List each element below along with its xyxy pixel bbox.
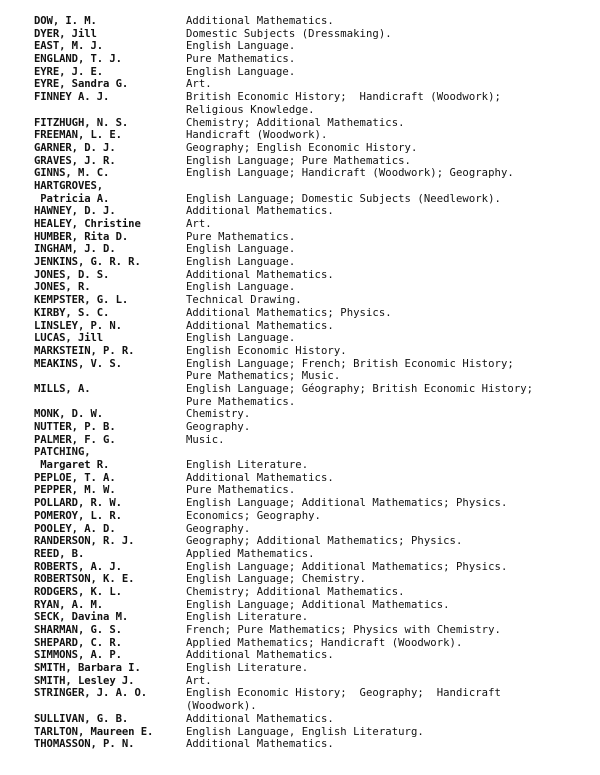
candidate-entry (34, 218, 594, 231)
candidate-name (34, 307, 186, 320)
candidate-name (34, 78, 186, 91)
candidate-subjects (186, 15, 594, 28)
candidate-name-line: TARLTON, Maureen E. (34, 725, 154, 738)
candidate-subjects (186, 523, 594, 536)
subjects-line: English Language. (186, 65, 296, 78)
candidate-name (34, 599, 186, 612)
candidate-subjects (186, 561, 594, 574)
candidate-name-line: SHEPARD, C. R. (34, 636, 122, 649)
candidate-subjects (186, 28, 594, 41)
candidate-name-line: THOMASSON, P. N. (34, 738, 135, 751)
candidate-name-line: NUTTER, P. B. (34, 421, 116, 433)
subjects-line (186, 180, 594, 193)
candidate-subjects (186, 320, 594, 333)
candidate-subjects (186, 218, 594, 231)
subjects-line: Additional Mathematics. (186, 268, 334, 281)
candidate-name (34, 383, 186, 408)
candidate-name-line: DOW, I. M. (34, 15, 97, 27)
candidate-subjects (186, 256, 594, 269)
candidate-name-line: PEPPER, M. W. (34, 484, 116, 497)
candidate-entry (34, 40, 594, 53)
candidate-name (34, 205, 186, 218)
subjects-line: English Literature. (186, 662, 309, 675)
candidate-subjects (186, 662, 594, 675)
candidate-name (34, 40, 186, 53)
candidate-subjects (186, 637, 594, 650)
candidate-subjects (186, 408, 594, 421)
candidate-name (34, 434, 186, 447)
subjects-line: English Language. (186, 281, 296, 294)
candidate-name (34, 497, 186, 510)
candidate-subjects (186, 535, 594, 548)
candidate-name (34, 269, 186, 282)
candidate-name-line: KEMPSTER, G. L. (34, 294, 129, 307)
subjects-line: English Language. (186, 40, 296, 53)
subjects-line: French; Pure Mathematics; Physics with Chemistry. (186, 624, 501, 636)
candidate-entry (34, 472, 594, 485)
subjects-line: English Economic History. (186, 344, 347, 357)
subjects-line: English Language; Pure Mathematics. (186, 154, 411, 167)
candidate-subjects (186, 713, 594, 726)
subjects-line: British Economic History; Handicraft (Woodwork); (186, 91, 501, 104)
candidate-name-line: ROBERTS, A. J. (34, 560, 122, 573)
candidate-entry (34, 320, 594, 333)
candidate-name (34, 446, 186, 471)
candidate-entry (34, 307, 594, 320)
subjects-line: Religious Knowledge. (186, 103, 315, 116)
candidate-name (34, 28, 186, 41)
subjects-line: English Literature. (186, 611, 309, 624)
subjects-line: Chemistry. (186, 408, 251, 421)
candidate-name (34, 472, 186, 485)
candidate-name (34, 231, 186, 244)
candidate-name (34, 421, 186, 434)
subjects-line: Pure Mathematics. (186, 395, 296, 408)
candidate-subjects (186, 281, 594, 294)
candidate-name-line: GARNER, D. J. (34, 141, 116, 154)
subjects-line: English Language; Additional Mathematics. (186, 598, 450, 611)
candidate-entry (34, 256, 594, 269)
candidate-subjects (186, 599, 594, 612)
candidate-name-line: SHARMAN, G. S. (34, 624, 122, 636)
subjects-line: Additional Mathematics. (186, 649, 334, 662)
candidate-name-line: EYRE, Sandra G. (34, 78, 129, 91)
candidate-entry (34, 358, 594, 383)
candidate-entry (34, 738, 594, 751)
subjects-line: Additional Mathematics. (186, 738, 334, 751)
subjects-line: English Language; Additional Mathematics; Physics. (186, 560, 508, 573)
candidate-name (34, 523, 186, 536)
candidate-name (34, 15, 186, 28)
candidate-name-line: ROBERTSON, K. E. (34, 573, 135, 586)
subjects-line: Applied Mathematics; Handicraft (Woodwork). (186, 636, 463, 649)
candidate-name (34, 66, 186, 79)
candidate-name-line: SECK, Davina M. (34, 611, 129, 624)
candidate-name-line: INGHAM, J. D. (34, 243, 116, 256)
candidate-name-line: HAWNEY, D. J. (34, 205, 116, 218)
candidate-entry (34, 675, 594, 688)
subjects-line: English Language. (186, 243, 296, 256)
subjects-line: Additional Mathematics. (186, 471, 334, 484)
candidate-subjects (186, 611, 594, 624)
candidate-entry (34, 91, 594, 116)
candidate-name-line: MONK, D. W. (34, 408, 104, 421)
candidate-name-line: JONES, R. (34, 281, 91, 294)
candidate-subjects (186, 78, 594, 91)
candidate-name (34, 129, 186, 142)
subjects-line: English Language; Géography; British Economic History; (186, 382, 534, 395)
candidate-entry (34, 180, 594, 205)
candidate-name-line: EYRE, J. E. (34, 65, 104, 78)
candidate-entry (34, 523, 594, 536)
candidate-name (34, 142, 186, 155)
candidate-subjects (186, 726, 594, 739)
candidate-name (34, 256, 186, 269)
candidate-entry (34, 281, 594, 294)
subjects-line: English Economic History; Geography; Handicraft (186, 687, 501, 700)
candidate-subjects (186, 53, 594, 66)
candidate-name (34, 155, 186, 168)
candidate-name-line: LUCAS, Jill (34, 332, 104, 345)
candidate-name (34, 738, 186, 751)
candidate-name-line: STRINGER, J. A. O. (34, 687, 148, 700)
candidate-entry (34, 548, 594, 561)
candidate-name (34, 561, 186, 574)
candidate-subjects (186, 649, 594, 662)
candidate-name (34, 167, 186, 180)
subjects-line: Geography; English Economic History. (186, 141, 418, 154)
candidate-name (34, 345, 186, 358)
candidate-subjects (186, 738, 594, 751)
candidate-subjects (186, 243, 594, 256)
candidate-name-line: HUMBER, Rita D. (34, 230, 129, 243)
candidate-name-line: SMITH, Lesley J. (34, 674, 135, 687)
candidate-name-line: PALMER, F. G. (34, 433, 116, 446)
subjects-line: Economics; Geography. (186, 509, 321, 522)
candidate-subjects (186, 687, 594, 712)
candidate-entry (34, 599, 594, 612)
candidate-name (34, 53, 186, 66)
candidate-entry (34, 573, 594, 586)
candidate-subjects (186, 624, 594, 637)
candidate-name-line: JONES, D. S. (34, 268, 110, 281)
candidate-subjects (186, 40, 594, 53)
candidate-subjects (186, 497, 594, 510)
candidate-name-line: PEPLOE, T. A. (34, 471, 116, 484)
candidate-entry (34, 243, 594, 256)
candidate-entry (34, 383, 594, 408)
candidate-subjects (186, 383, 594, 408)
candidate-name (34, 358, 186, 383)
candidate-entry (34, 167, 594, 180)
candidate-name (34, 281, 186, 294)
candidate-subjects (186, 434, 594, 447)
candidate-name (34, 586, 186, 599)
candidate-entry (34, 637, 594, 650)
candidate-name-line: PATCHING, (34, 446, 91, 459)
subjects-line: English Language; French; British Economic History; (186, 357, 514, 370)
candidate-entry (34, 535, 594, 548)
candidate-entry (34, 205, 594, 218)
candidate-name-line: RYAN, A. M. (34, 598, 104, 611)
candidate-name-line: Margaret R. (34, 459, 110, 472)
candidate-name-line: MILLS, A. (34, 382, 91, 395)
candidate-name-line: SMITH, Barbara I. (34, 662, 141, 675)
candidate-name-line: LINSLEY, P. N. (34, 319, 122, 332)
candidate-subjects (186, 142, 594, 155)
candidate-name-line: REED, B. (34, 547, 85, 560)
candidate-subjects (186, 294, 594, 307)
candidate-entry (34, 497, 594, 510)
candidate-name-line: DYER, Jill (34, 27, 97, 40)
candidate-subjects (186, 129, 594, 142)
candidate-subjects (186, 548, 594, 561)
candidate-name (34, 320, 186, 333)
subjects-line: Music. (186, 433, 225, 446)
candidate-subjects (186, 155, 594, 168)
candidate-entry (34, 484, 594, 497)
candidate-name-line: POMEROY, L. R. (34, 509, 122, 522)
candidate-name-line: ENGLAND, T. J. (34, 53, 122, 66)
subjects-line: Applied Mathematics. (186, 547, 315, 560)
subjects-line: English Language. (186, 256, 296, 269)
subjects-line: Additional Mathematics. (186, 205, 334, 218)
subjects-line: Art. (186, 78, 212, 91)
candidate-name (34, 573, 186, 586)
candidate-name (34, 675, 186, 688)
candidate-name-line: GRAVES, J. R. (34, 154, 116, 167)
subjects-line: Art. (186, 218, 212, 230)
candidate-entry (34, 611, 594, 624)
candidate-subjects (186, 231, 594, 244)
candidate-name (34, 649, 186, 662)
candidate-subjects (186, 345, 594, 358)
candidate-entry (34, 269, 594, 282)
candidate-name-line: Patricia A. (34, 192, 110, 205)
candidate-entry (34, 726, 594, 739)
candidate-entry (34, 142, 594, 155)
subjects-line: Technical Drawing. (186, 294, 302, 307)
candidate-name-line: HEALEY, Christine (34, 218, 141, 230)
candidate-name (34, 624, 186, 637)
candidate-subjects (186, 332, 594, 345)
subjects-line: Art. (186, 674, 212, 687)
candidate-subjects (186, 586, 594, 599)
candidate-entry (34, 294, 594, 307)
candidate-subjects (186, 66, 594, 79)
subjects-line: English Language. (186, 332, 296, 345)
subjects-line (186, 446, 594, 459)
subjects-line: Additional Mathematics; Physics. (186, 306, 392, 319)
subjects-line: English Language; Domestic Subjects (Needlework). (186, 192, 501, 205)
subjects-line: Additional Mathematics. (186, 319, 334, 332)
candidate-name-line: SIMMONS, A. P. (34, 649, 122, 662)
candidate-entry (34, 53, 594, 66)
candidate-entry (34, 662, 594, 675)
candidate-entry (34, 155, 594, 168)
candidate-subjects (186, 117, 594, 130)
candidate-entry (34, 117, 594, 130)
candidate-name (34, 535, 186, 548)
candidate-entry (34, 561, 594, 574)
candidate-entry (34, 649, 594, 662)
candidate-subjects (186, 675, 594, 688)
candidate-entry (34, 713, 594, 726)
candidate-name (34, 117, 186, 130)
candidate-name (34, 484, 186, 497)
candidate-subjects (186, 484, 594, 497)
candidate-entry (34, 345, 594, 358)
candidate-name-line: GINNS, M. C. (34, 167, 110, 180)
subjects-line: English Language; Chemistry. (186, 573, 366, 586)
subjects-line: English Language, English Literaturg. (186, 725, 424, 738)
candidate-name-line: RODGERS, K. L. (34, 585, 122, 598)
candidate-name (34, 510, 186, 523)
candidate-entry (34, 332, 594, 345)
candidate-entry (34, 434, 594, 447)
candidate-name-line: FINNEY A. J. (34, 91, 110, 104)
candidate-name (34, 713, 186, 726)
candidate-name-line: RANDERSON, R. J. (34, 535, 135, 548)
candidate-name (34, 726, 186, 739)
candidate-entry (34, 586, 594, 599)
subjects-line: Pure Mathematics. (186, 230, 296, 243)
subjects-line: Domestic Subjects (Dressmaking). (186, 27, 392, 40)
candidate-subjects (186, 269, 594, 282)
candidate-subjects (186, 307, 594, 320)
candidate-name (34, 294, 186, 307)
candidate-name (34, 662, 186, 675)
candidate-subjects (186, 573, 594, 586)
candidate-subjects (186, 180, 594, 205)
candidate-name-line: SULLIVAN, G. B. (34, 712, 129, 725)
subjects-line: Additional Mathematics. (186, 712, 334, 725)
candidate-name (34, 243, 186, 256)
subjects-line: Pure Mathematics. (186, 53, 296, 66)
candidate-name-line: MARKSTEIN, P. R. (34, 344, 135, 357)
candidate-entry (34, 231, 594, 244)
candidate-entry (34, 687, 594, 712)
candidate-name (34, 91, 186, 116)
candidate-name-line: HARTGROVES, (34, 179, 104, 192)
candidate-name-line: KIRBY, S. C. (34, 306, 110, 319)
candidate-name (34, 611, 186, 624)
candidate-subjects (186, 205, 594, 218)
candidate-entry (34, 408, 594, 421)
candidate-subjects (186, 472, 594, 485)
subjects-line: Geography. (186, 522, 251, 535)
subjects-line: Pure Mathematics. (186, 484, 296, 497)
candidate-name (34, 687, 186, 712)
candidate-name (34, 218, 186, 231)
subjects-line: English Literature. (186, 459, 309, 472)
candidate-name (34, 408, 186, 421)
candidate-name-line: MEAKINS, V. S. (34, 357, 122, 370)
candidate-list (34, 15, 594, 751)
candidate-entry (34, 78, 594, 91)
candidate-entry (34, 446, 594, 471)
subjects-line: Geography; Additional Mathematics; Physics. (186, 535, 463, 548)
candidate-name (34, 637, 186, 650)
candidate-entry (34, 624, 594, 637)
subjects-line: Chemistry; Additional Mathematics. (186, 585, 405, 598)
candidate-name-line: JENKINS, G. R. R. (34, 256, 141, 269)
candidate-name-line: FITZHUGH, N. S. (34, 116, 129, 129)
candidate-name-line: EAST, M. J. (34, 40, 104, 53)
subjects-line: (Woodwork). (186, 700, 257, 713)
candidate-name (34, 180, 186, 205)
candidate-subjects (186, 510, 594, 523)
subjects-line: Geography. (186, 421, 251, 433)
subjects-line: Additional Mathematics. (186, 15, 334, 27)
candidate-subjects (186, 446, 594, 471)
subjects-line: English Language; Additional Mathematics; Physics. (186, 497, 508, 510)
candidate-entry (34, 421, 594, 434)
candidate-name (34, 548, 186, 561)
candidate-name-line: POOLEY, A. D. (34, 522, 116, 535)
subjects-line: Chemistry; Additional Mathematics. (186, 116, 405, 129)
candidate-subjects (186, 421, 594, 434)
candidate-name-line: POLLARD, R. W. (34, 497, 122, 510)
candidate-entry (34, 28, 594, 41)
candidate-name-line: FREEMAN, L. E. (34, 129, 122, 142)
candidate-entry (34, 129, 594, 142)
candidate-subjects (186, 358, 594, 383)
candidate-entry (34, 66, 594, 79)
subjects-line: Handicraft (Woodwork). (186, 129, 328, 142)
subjects-line: Pure Mathematics; Music. (186, 370, 341, 383)
subjects-line: English Language; Handicraft (Woodwork); Geography. (186, 167, 514, 180)
candidate-subjects (186, 167, 594, 180)
candidate-entry (34, 510, 594, 523)
candidate-subjects (186, 91, 594, 116)
candidate-entry (34, 15, 594, 28)
candidate-name (34, 332, 186, 345)
